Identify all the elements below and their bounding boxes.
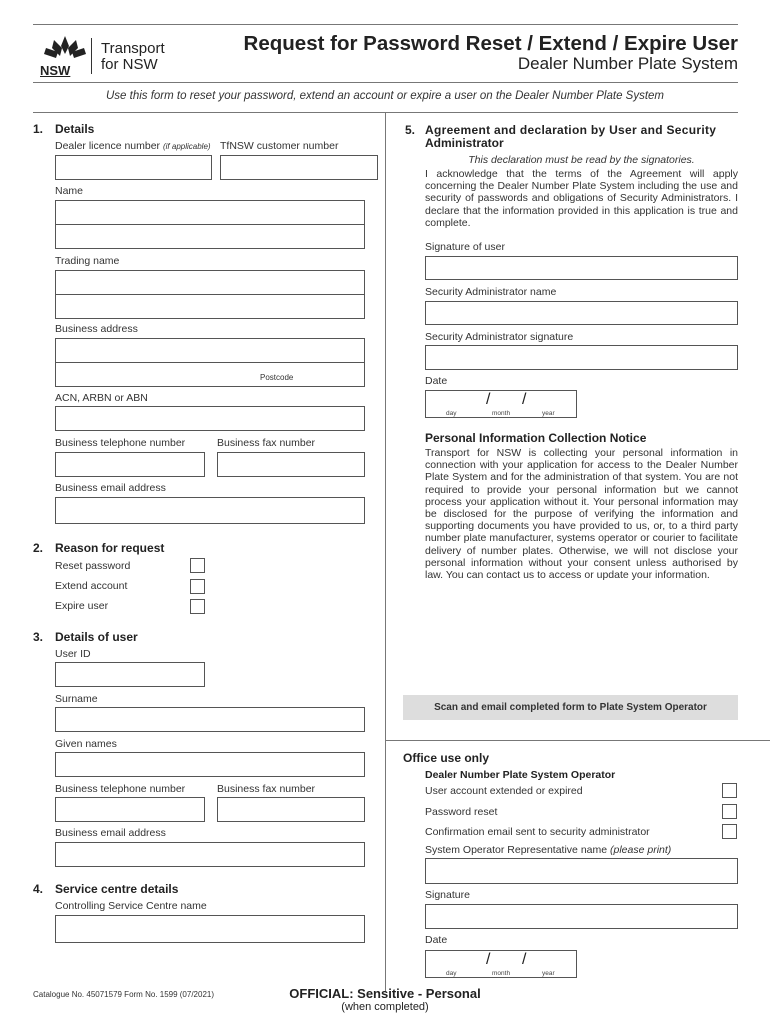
business-fax-label: Business fax number — [217, 437, 316, 449]
office-date-label: Date — [425, 934, 448, 946]
section-3-number: 3. — [33, 630, 44, 644]
security-admin-name-label: Security Administrator name — [425, 286, 557, 298]
account-extended-label: User account extended or expired — [425, 785, 583, 797]
section-2-number: 2. — [33, 541, 44, 555]
date-slash: / — [486, 391, 491, 408]
date-slash: / — [486, 951, 491, 968]
intro-text: Use this form to reset your password, extend an account or expire a user on the Dealer Number Plate System — [105, 90, 664, 102]
section-5-number: 5. — [405, 123, 416, 137]
user-email-input[interactable] — [55, 842, 365, 867]
office-use-rule — [385, 740, 770, 741]
declaration-date-input[interactable] — [425, 390, 577, 418]
header-rule — [33, 82, 738, 83]
user-telephone-input[interactable] — [55, 797, 205, 822]
business-fax-input[interactable] — [217, 452, 365, 477]
form-subtitle: Dealer Number Plate System — [517, 54, 738, 73]
office-subtitle: Dealer Number Plate System Operator — [425, 769, 616, 781]
controlling-centre-label: Controlling Service Centre name — [55, 900, 207, 912]
user-id-input[interactable] — [55, 662, 205, 687]
confirmation-email-checkbox[interactable] — [722, 824, 737, 839]
business-telephone-label: Business telephone number — [55, 437, 186, 449]
name-input-line-1[interactable] — [55, 200, 365, 225]
customer-number-label: TfNSW customer number — [220, 140, 339, 152]
form-title: Request for Password Reset / Extend / Expire User — [243, 32, 738, 55]
controlling-centre-input[interactable] — [55, 915, 365, 943]
rep-name-input[interactable] — [425, 858, 738, 884]
expire-user-checkbox[interactable] — [190, 599, 205, 614]
agency-line-2: for NSW — [101, 56, 158, 73]
date-slash: / — [522, 391, 527, 408]
month-hint: month — [492, 410, 511, 417]
section-4-title: Service centre details — [55, 882, 179, 896]
security-admin-signature-label: Security Administrator signature — [425, 331, 574, 343]
acn-label: ACN, ARBN or ABN — [55, 392, 148, 404]
classification-note: (when completed) — [341, 1001, 429, 1013]
surname-label: Surname — [55, 693, 98, 705]
user-id-label: User ID — [55, 648, 91, 660]
surname-input[interactable] — [55, 707, 365, 732]
office-date-input[interactable] — [425, 950, 577, 978]
logo-divider — [91, 38, 92, 74]
account-extended-checkbox[interactable] — [722, 783, 737, 798]
business-address-input-line-1[interactable] — [55, 338, 365, 363]
privacy-notice-title: Personal Information Collection Notice — [425, 431, 647, 445]
section-5-title-line-2: Administrator — [425, 136, 504, 150]
top-rule — [33, 24, 738, 25]
security-admin-name-input[interactable] — [425, 301, 738, 325]
section-1-title: Details — [55, 122, 95, 136]
declaration-date-label: Date — [425, 375, 448, 387]
user-email-label: Business email address — [55, 827, 166, 839]
day-hint: day — [446, 410, 457, 417]
trading-name-input-line-2[interactable] — [55, 294, 365, 319]
agency-name — [101, 41, 165, 73]
section-1-number: 1. — [33, 122, 44, 136]
classification-label: OFFICIAL: Sensitive - Personal — [289, 986, 481, 1001]
signature-of-user-label: Signature of user — [425, 241, 505, 253]
section-5-title-line-1: Agreement and declaration by User and Security — [425, 123, 717, 137]
trading-name-label: Trading name — [55, 255, 120, 267]
please-print-note: (please print) — [610, 844, 672, 856]
dealer-licence-text: Dealer licence number — [55, 140, 161, 152]
scan-email-instruction: Scan and email completed form to Plate System Operator — [403, 695, 738, 720]
day-hint: day — [446, 970, 457, 977]
password-reset-office-checkbox[interactable] — [722, 804, 737, 819]
name-label: Name — [55, 185, 84, 197]
signature-of-user-input[interactable] — [425, 256, 738, 280]
column-divider — [385, 112, 386, 992]
year-hint: year — [542, 410, 555, 417]
business-telephone-input[interactable] — [55, 452, 205, 477]
catalogue-number: Catalogue No. 45071579 Form No. 1599 (07/2021) — [33, 990, 215, 999]
user-telephone-label: Business telephone number — [55, 783, 186, 795]
trading-name-input-line-1[interactable] — [55, 270, 365, 295]
if-applicable-note: (if applicable) — [162, 142, 211, 151]
given-names-input[interactable] — [55, 752, 365, 777]
logo-nsw-text: NSW — [40, 63, 71, 78]
rep-name-text: System Operator Representative name — [425, 844, 608, 856]
acn-input[interactable] — [55, 406, 365, 431]
security-admin-signature-input[interactable] — [425, 345, 738, 370]
extend-account-label: Extend account — [55, 580, 128, 592]
business-email-input[interactable] — [55, 497, 365, 524]
declaration-note: This declaration must be read by the signatories. — [468, 154, 695, 166]
user-fax-input[interactable] — [217, 797, 365, 822]
section-4-number: 4. — [33, 882, 44, 896]
business-email-label: Business email address — [55, 482, 166, 494]
section-2-title: Reason for request — [55, 541, 165, 555]
business-address-input-line-2[interactable] — [55, 362, 365, 387]
month-hint: month — [492, 970, 511, 977]
year-hint: year — [542, 970, 555, 977]
reset-password-label: Reset password — [55, 560, 131, 572]
nsw-waratah-logo — [40, 34, 90, 76]
declaration-text: I acknowledge that the terms of the Agreement will apply concerning the Dealer Number Plate System including the use and security of passwords and obligations of Security Administrators. I declare that the information provided in this application is true and complete. — [425, 168, 738, 229]
customer-number-input[interactable] — [220, 155, 378, 180]
privacy-notice-text: Transport for NSW is collecting your personal information in connection with your application for access to the Dealer Number Plate System and for the administration of that system. You are not required to provide your personal information but we cannot process your application without it. Your personal information may be disclosed for the purpose of verifying the information and supporting documents you have provided to us, or, to a third party number plate manufacturer, systems operator or courier to facilitate delivery of number plates. Otherwise, we will not disclose your personal information without your consent unless authorised by law. You can contact us to access or update your information. — [425, 447, 738, 582]
extend-account-checkbox[interactable] — [190, 579, 205, 594]
rep-name-label — [425, 844, 671, 856]
name-input-line-2[interactable] — [55, 224, 365, 249]
office-signature-input[interactable] — [425, 904, 738, 929]
user-fax-label: Business fax number — [217, 783, 316, 795]
agency-line-1: Transport — [101, 40, 165, 57]
business-address-label: Business address — [55, 323, 138, 335]
office-use-title: Office use only — [403, 751, 490, 765]
password-reset-office-label: Password reset — [425, 806, 498, 818]
given-names-label: Given names — [55, 738, 117, 750]
confirmation-email-label: Confirmation email sent to security administrator — [425, 826, 650, 838]
reset-password-checkbox[interactable] — [190, 558, 205, 573]
postcode-label: Postcode — [260, 373, 294, 382]
expire-user-label: Expire user — [55, 600, 109, 612]
section-3-title: Details of user — [55, 630, 138, 644]
dealer-licence-label — [55, 140, 211, 152]
office-signature-label: Signature — [425, 889, 470, 901]
dealer-licence-input[interactable] — [55, 155, 212, 180]
date-slash: / — [522, 951, 527, 968]
